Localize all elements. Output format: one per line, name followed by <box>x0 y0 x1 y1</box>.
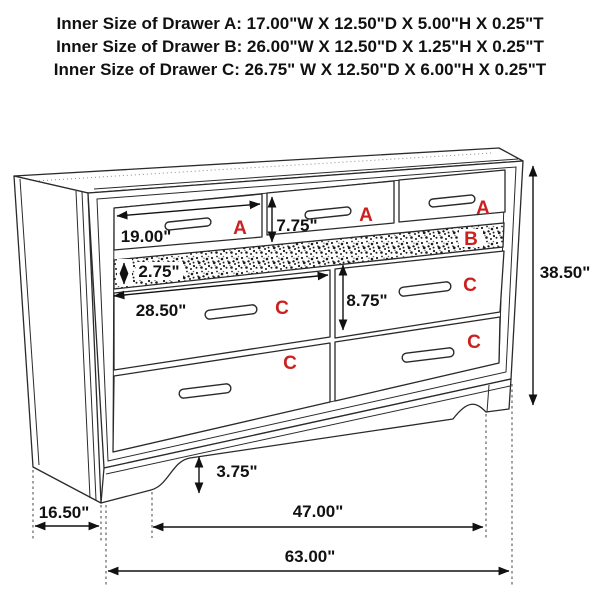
dimension-footprint-width <box>153 502 483 527</box>
label-drawer-c-right-bottom: C <box>467 332 481 353</box>
dimension-leg-height <box>199 457 258 493</box>
label-drawer-c-left-bottom: C <box>283 353 297 374</box>
dimension-label: 19.00" <box>120 227 172 246</box>
dimension-label: 47.00" <box>292 502 344 521</box>
dimension-label: 2.75" <box>138 262 180 281</box>
label-drawer-c-right-top: C <box>463 275 477 296</box>
dimension-label: 28.50" <box>135 301 187 320</box>
label-drawer-a1: A <box>233 218 247 239</box>
label-drawer-a2: A <box>359 205 373 226</box>
dimension-total-height <box>533 166 590 405</box>
dimension-label: 38.50" <box>539 263 591 282</box>
label-strip-b: B <box>464 229 478 250</box>
dimension-label: 8.75" <box>346 291 388 310</box>
label-drawer-a3: A <box>476 198 490 219</box>
dimension-label: 63.00" <box>284 547 336 566</box>
dimension-total-width <box>108 547 509 571</box>
label-drawer-c-left-top: C <box>275 298 289 319</box>
dimension-label: 3.75" <box>216 462 258 481</box>
title-line-1: Inner Size of Drawer A: 17.00"W X 12.50"D X 5.00"H X 0.25"T <box>56 14 544 33</box>
dimension-depth <box>35 503 99 526</box>
title-line-3: Inner Size of Drawer C: 26.75" W X 12.50"D X 6.00"H X 0.25"T <box>53 60 547 79</box>
title-block <box>54 14 547 79</box>
dimension-label: 7.75" <box>276 216 318 235</box>
title-line-2: Inner Size of Drawer B: 26.00"W X 12.50"D X 1.25"H X 0.25"T <box>56 37 544 56</box>
dimension-label: 16.50" <box>38 503 90 522</box>
